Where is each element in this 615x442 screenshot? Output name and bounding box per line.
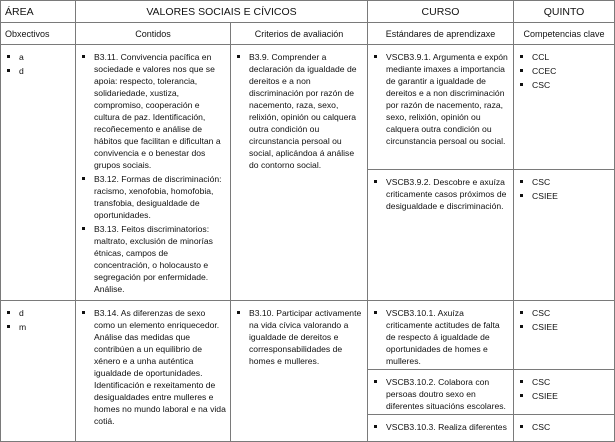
standard-cell (368, 415, 514, 442)
objectives-cell (1, 45, 76, 301)
list-item: CCL (518, 51, 610, 63)
list-item: B3.14. As diferenzas de sexo como un elemento enriquecedor. Análise das medidas que contribúen a un equilibrio de xénero e a unha auténtica igualdade de oportunidades. Identificación e rexeitamento de desigualdades entre mulleres e homes no mundo laboral e na vida cotiá. (80, 307, 226, 427)
contents-cell (76, 45, 231, 301)
list-item: B3.9. Comprender a declaración da igualdade de dereitos e a non discriminación por razón de nacemento, raza, sexo, relixión, opinión ou calquera outra condición ou circunstancia persoal ou social, aplicándoa á análise do contorno social. (235, 51, 363, 171)
contents-cell (76, 301, 231, 442)
objectives-header: Obxectivos (1, 23, 76, 45)
list-item: VSCB3.9.2. Descobre e axuíza criticamente casos próximos de desigualdade e discriminación. (372, 176, 509, 212)
criteria-cell (231, 45, 368, 301)
objectives-cell (1, 301, 76, 442)
list-item: VSCB3.9.1. Argumenta e expón mediante imaxes a importancia de garantir a igualdade de dereitos e a non discriminación por razón de nacemento, raza, sexo, relixión, opinión ou calquera outra condición ou circunstancia persoal ou social. (372, 51, 509, 147)
standard-cell (368, 45, 514, 170)
contents-header: Contidos (76, 23, 231, 45)
subject-header: VALORES SOCIAIS E CÍVICOS (76, 1, 368, 23)
list-item: B3.13. Feitos discriminatorios: maltrato, exclusión de minorías étnicas, campos de concentración, o holocausto e segregación por enfermidade. Análise. (80, 223, 226, 295)
list-item: CCEC (518, 65, 610, 77)
grade-header: QUINTO (514, 1, 615, 23)
competences-cell (514, 415, 615, 442)
list-item: CSIEE (518, 390, 610, 402)
list-item: d (5, 65, 71, 77)
list-item: VSCB3.10.3. Realiza diferentes (372, 421, 509, 433)
list-item: B3.10. Participar activamente na vida cívica valorando a igualdade de dereitos e corresponsabilidades de homes e mulleres. (235, 307, 363, 367)
competences-cell (514, 370, 615, 415)
list-item: B3.11. Convivencia pacífica en sociedade e valores nos que se apoia: respecto, tolerancia, solidariedade, xustiza, compromiso, cooperación e cultura de paz. Identificación, recoñecemento e análise de hábitos que facilitan e dificultan a convivencia e o benestar dos grupos sociais. (80, 51, 226, 171)
list-item: CSC (518, 376, 610, 388)
subheader-row (1, 23, 615, 45)
competences-cell (514, 45, 615, 170)
list-item: VSCB3.10.2. Colabora con persoas doutro sexo en diferentes situacións escolares. (372, 376, 509, 412)
table-row (1, 45, 615, 170)
list-item: d (5, 307, 71, 319)
standard-cell (368, 170, 514, 301)
standard-cell (368, 370, 514, 415)
competences-cell (514, 170, 615, 301)
competences-header: Competencias clave (514, 23, 615, 45)
competences-cell (514, 301, 615, 370)
list-item: VSCB3.10.1. Axuíza criticamente actitudes de falta de respecto á igualdade de oportunidades de homes e mulleres. (372, 307, 509, 367)
list-item: CSC (518, 79, 610, 91)
header-row (1, 1, 615, 23)
list-item: CSC (518, 421, 610, 433)
list-item: CSIEE (518, 190, 610, 202)
list-item: a (5, 51, 71, 63)
list-item: CSC (518, 307, 610, 319)
list-item: CSC (518, 176, 610, 188)
list-item: B3.12. Formas de discriminación: racismo, xenofobia, homofobia, transfobia, desigualdade de oportunidades. (80, 173, 226, 221)
standard-cell (368, 301, 514, 370)
list-item: m (5, 321, 71, 333)
criteria-header: Criterios de avaliación (231, 23, 368, 45)
criteria-cell (231, 301, 368, 442)
area-header: ÁREA (1, 1, 76, 23)
table-row (1, 301, 615, 370)
list-item: CSIEE (518, 321, 610, 333)
course-header: CURSO (368, 1, 514, 23)
standards-header: Estándares de aprendizaxe (368, 23, 514, 45)
